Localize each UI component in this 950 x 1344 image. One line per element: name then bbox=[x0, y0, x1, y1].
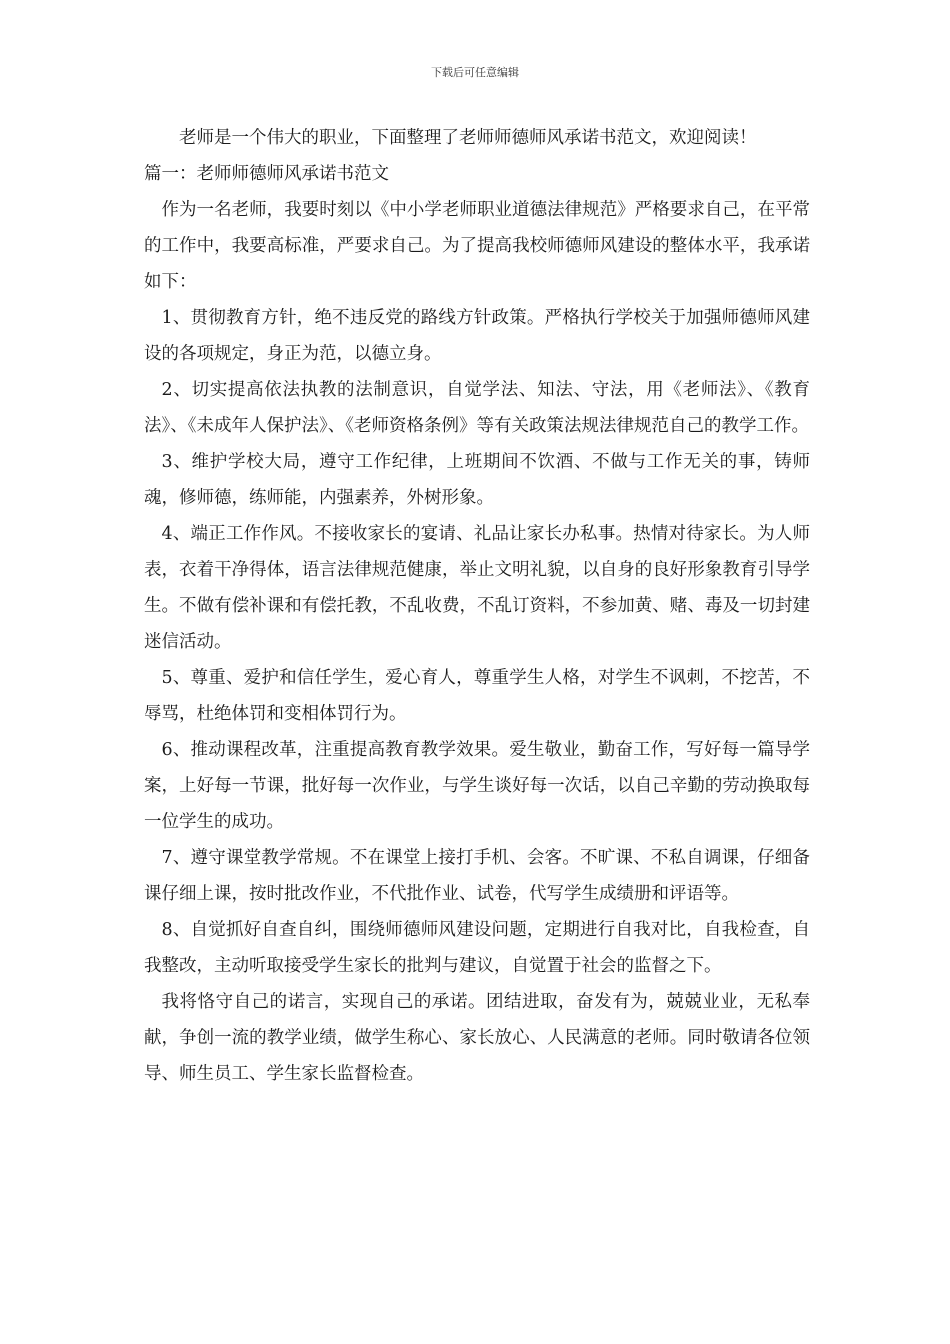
pledge-item-5: 5、尊重、爱护和信任学生，爱心育人，尊重学生人格，对学生不讽刺，不挖苦，不辱骂，杜绝体罚和变相体罚行为。 bbox=[144, 668, 810, 724]
pledge-item-3: 3、维护学校大局，遵守工作纪律，上班期间不饮酒、不做与工作无关的事，铸师魂，修师德，练师能，内强素养，外树形象。 bbox=[144, 452, 810, 508]
pledge-item-1: 1、贯彻教育方针，绝不违反党的路线方针政策。严格执行学校关于加强师德师风建设的各项规定，身正为范，以德立身。 bbox=[144, 308, 810, 364]
pledge-item-2: 2、切实提高依法执教的法制意识，自觉学法、知法、守法，用《老师法》、《教育法》、《未成年人保护法》、《老师资格条例》等有关政策法规法律规范自己的教学工作。 bbox=[144, 380, 810, 436]
section-title: 篇一：老师师德师风承诺书范文 bbox=[144, 164, 389, 184]
pledge-item-4: 4、端正工作作风。不接收家长的宴请、礼品让家长办私事。热情对待家长。为人师表，衣着干净得体，语言法律规范健康，举止文明礼貌，以自身的良好形象教育引导学生。不做有偿补课和有偿托教，不乱收费，不乱订资料，不参加黄、赌、毒及一切封建迷信活动。 bbox=[144, 524, 810, 652]
intro-paragraph: 老师是一个伟大的职业，下面整理了老师师德师风承诺书范文，欢迎阅读！ bbox=[179, 128, 757, 148]
closing-paragraph: 我将恪守自己的诺言，实现自己的承诺。团结进取，奋发有为，兢兢业业，无私奉献，争创一流的教学业绩，做学生称心、家长放心、人民满意的老师。同时敬请各位领导、师生员工、学生家长监督检查。 bbox=[144, 992, 810, 1084]
document-body bbox=[144, 120, 810, 1092]
pledge-item-7: 7、遵守课堂教学常规。不在课堂上接打手机、会客。不旷课、不私自调课，仔细备课仔细上课，按时批改作业，不代批作业、试卷，代写学生成绩册和评语等。 bbox=[144, 848, 810, 904]
opening-paragraph: 作为一名老师，我要时刻以《中小学老师职业道德法律规范》严格要求自己，在平常的工作中，我要高标准，严要求自己。为了提高我校师德师风建设的整体水平，我承诺如下： bbox=[144, 200, 810, 292]
pledge-item-8: 8、自觉抓好自查自纠，围绕师德师风建设问题，定期进行自我对比，自我检查，自我整改，主动听取接受学生家长的批判与建议，自觉置于社会的监督之下。 bbox=[144, 920, 810, 976]
pledge-item-6: 6、推动课程改革，注重提高教育教学效果。爱生敬业，勤奋工作，写好每一篇导学案，上好每一节课，批好每一次作业，与学生谈好每一次话，以自己辛勤的劳动换取每一位学生的成功。 bbox=[144, 740, 810, 832]
page-header: 下载后可任意编辑 bbox=[431, 66, 519, 79]
